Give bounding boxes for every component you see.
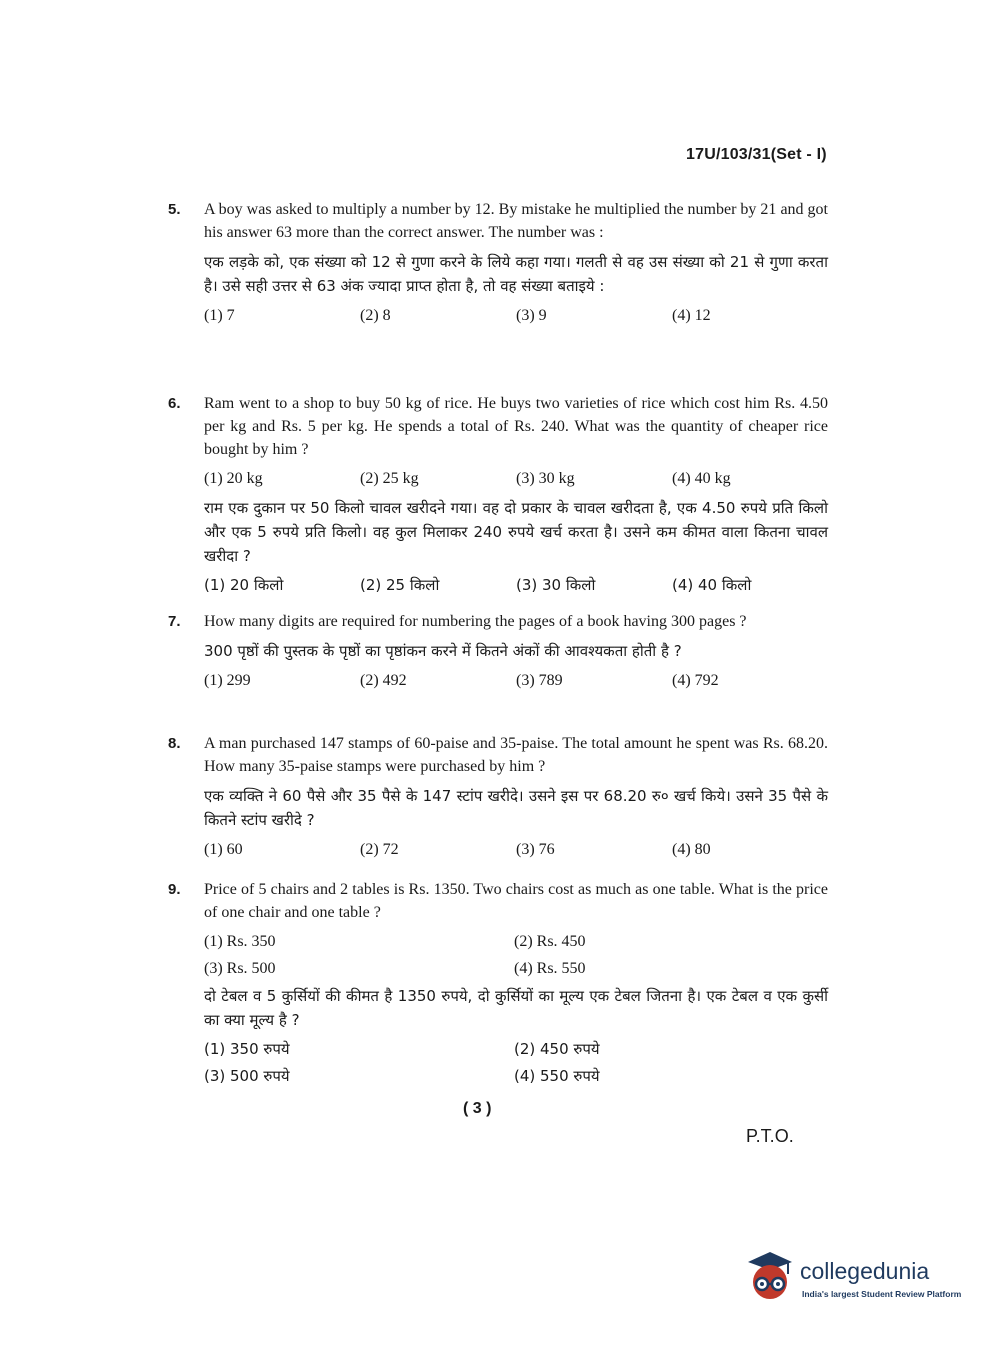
option-hindi-2: (2) 450 रुपये — [514, 1040, 600, 1058]
option-4: (4) 792 — [672, 672, 719, 689]
options-hindi — [204, 574, 828, 597]
logo-tagline: India's largest Student Review Platform — [802, 1289, 962, 1299]
options — [204, 669, 828, 692]
option-3: (3) 789 — [516, 672, 563, 689]
option-3: (3) 9 — [516, 307, 547, 324]
question-text-hindi: एक लड़के को, एक संख्या को 12 से गुणा करने के लिये कहा गया। गलती से वह उस संख्या को 21 से गुणा करता है। उसे सही उत्तर से 63 अंक ज्यादा प्राप्त होता है, तो वह संख्या बताइये : — [204, 253, 828, 295]
options — [204, 930, 828, 980]
question-6 — [168, 392, 828, 603]
option-2: (2) 492 — [360, 672, 407, 689]
option-4: (4) 12 — [672, 307, 711, 324]
option-1: (1) Rs. 350 — [204, 933, 276, 950]
question-7 — [168, 610, 828, 698]
question-text: A man purchased 147 stamps of 60-paise and 35-paise. The total amount he spent was Rs. 68.20. How many 35-paise stamps were purchased by him ? — [204, 735, 828, 775]
option-4: (4) Rs. 550 — [514, 960, 586, 977]
option-2: (2) 72 — [360, 841, 399, 858]
option-3: (3) 30 kg — [516, 470, 575, 487]
options-hindi — [204, 1038, 828, 1088]
options — [204, 304, 828, 327]
options — [204, 467, 828, 490]
question-text: How many digits are required for numbering the pages of a book having 300 pages ? — [204, 613, 747, 630]
option-hindi-1: (1) 350 रुपये — [204, 1040, 290, 1058]
option-1: (1) 20 kg — [204, 470, 263, 487]
option-1: (1) 299 — [204, 672, 251, 689]
option-3: (3) Rs. 500 — [204, 960, 276, 977]
question-text-hindi: राम एक दुकान पर 50 किलो चावल खरीदने गया। वह दो प्रकार के चावल खरीदता है, एक 4.50 रुपये प्रति किलो और एक 5 रुपये प्रति किलो। वह कुल मिलाकर 240 रुपये खर्च करता है। उसने कम कीमत वाला कितना चावल खरीदा ? — [204, 499, 828, 565]
question-text: A boy was asked to multiply a number by 12. By mistake he multiplied the number by 21 and got his answer 63 more than the correct answer. The number was : — [204, 201, 828, 241]
collegedunia-logo — [740, 1248, 980, 1308]
option-4: (4) 40 kg — [672, 470, 731, 487]
option-hindi-3: (3) 30 किलो — [516, 576, 596, 594]
options — [204, 838, 828, 861]
option-hindi-1: (1) 20 किलो — [204, 576, 284, 594]
question-number: 5. — [168, 201, 181, 218]
question-number: 8. — [168, 735, 181, 752]
option-2: (2) Rs. 450 — [514, 933, 586, 950]
question-text-hindi: एक व्यक्ति ने 60 पैसे और 35 पैसे के 147 स्टांप खरीदे। उसने इस पर 68.20 रु० खर्च किये। उसने 35 पैसे के कितने स्टांप खरीदे ? — [204, 787, 828, 829]
option-hindi-2: (2) 25 किलो — [360, 576, 440, 594]
paper-code: 17U/103/31(Set - I) — [686, 146, 827, 163]
option-2: (2) 25 kg — [360, 470, 419, 487]
pto-label: P.T.O. — [746, 1126, 794, 1146]
option-4: (4) 80 — [672, 841, 711, 858]
question-5 — [168, 198, 828, 333]
option-3: (3) 76 — [516, 841, 555, 858]
question-8 — [168, 732, 828, 867]
question-number: 9. — [168, 881, 181, 898]
question-text: Ram went to a shop to buy 50 kg of rice. He buys two varieties of rice which cost him Rs. 4.50 per kg and Rs. 5 per kg. He spends a total of Rs. 240. What was the quantity of cheaper rice bought by him ? — [204, 395, 828, 458]
option-hindi-4: (4) 550 रुपये — [514, 1067, 600, 1085]
mascot-icon — [740, 1248, 798, 1306]
question-text-hindi: 300 पृष्ठों की पुस्तक के पृष्ठों का पृष्ठांकन करने में कितने अंकों की आवश्यकता होती है ? — [204, 642, 682, 660]
logo-name: collegedunia — [800, 1258, 930, 1284]
question-number: 7. — [168, 613, 181, 630]
question-number: 6. — [168, 395, 181, 412]
question-text: Price of 5 chairs and 2 tables is Rs. 1350. Two chairs cost as much as one table. What is the price of one chair and one table ? — [204, 881, 828, 921]
question-9 — [168, 878, 828, 1092]
question-text-hindi: दो टेबल व 5 कुर्सियों की कीमत है 1350 रुपये, दो कुर्सियों का मूल्य एक टेबल जितना है। एक टेबल व एक कुर्सी का क्या मूल्य है ? — [204, 987, 828, 1029]
option-hindi-3: (3) 500 रुपये — [204, 1067, 290, 1085]
page-number: ( 3 ) — [463, 1100, 492, 1117]
option-1: (1) 60 — [204, 841, 243, 858]
option-2: (2) 8 — [360, 307, 391, 324]
option-hindi-4: (4) 40 किलो — [672, 576, 752, 594]
option-1: (1) 7 — [204, 307, 235, 324]
